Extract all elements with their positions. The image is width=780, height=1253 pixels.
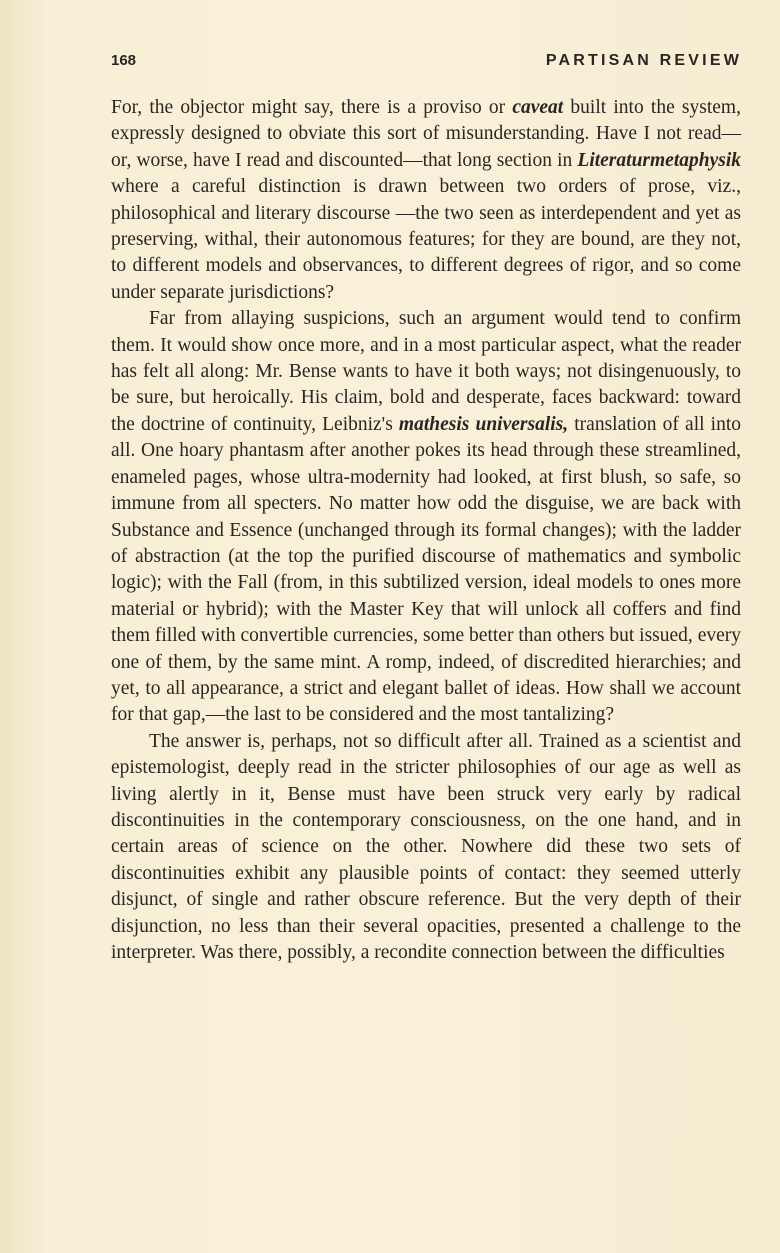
emphasis-literaturmetaphysik: Literaturmetaphysik — [577, 149, 741, 171]
page-number: 168 — [111, 52, 137, 69]
paragraph-1 — [111, 95, 741, 306]
text-segment: where a careful distinction is drawn between two orders of prose, viz., philosophical and literary discourse —the two seen as interdependent and yet as preserving, withal, their autonomous features; for they are bound, are they not, to different models and observances, to different degrees of rigor, and so come under separate jurisdictions? — [111, 176, 741, 303]
text-segment: built into the system, expressly designed to obviate this sort of misunderstanding. Have I not read—or, worse, have I read and discounted—that long section in — [111, 97, 741, 171]
paragraph-2 — [111, 306, 741, 729]
emphasis-caveat: caveat — [512, 97, 564, 118]
emphasis-mathesis-universalis: mathesis universalis, — [398, 413, 569, 435]
page-header — [111, 52, 742, 76]
text-segment: The answer is, perhaps, not so difficult after all. Trained as a scientist and epistemologist, deeply read in the stricter philosophies of our age as well as living alertly in it, Bense must have been struck very early by radical discontinuities in the contemporary consciousness, on the one hand, and in certain areas of science on the other. Nowhere did these two sets of discontinuities exhibit any plausible points of contact: they seemed utterly disjunct, of single and rather obscure reference. But the very depth of their disjunction, no less than their several opacities, presented a challenge to the interpreter. Was there, possibly, a recondite connection between the difficulties — [111, 730, 741, 963]
text-segment: Far from allaying suspicions, such an argument would tend to confirm them. It would show once more, and in a most particular aspect, what the reader has felt all along: Mr. Bense wants to have it both ways; not disingenuously, to be sure, but heroically. His claim, bold and desperate, faces backward: toward the doctrine of continuity, Leibniz's — [111, 308, 741, 435]
text-segment: translation of all into all. One hoary phantasm after another pokes its head through these streamlined, enameled pages, whose ultra-modernity had looked, at first blush, so safe, so immune from all specters. No matter how odd the disguise, we are back with Substance and Essence (unchanged through its formal changes); with the ladder of abstraction (at the top the purified discourse of mathematics and symbolic logic); with the Fall (from, in this subtilized version, ideal models to ones more material or hybrid); with the Master Key that will unlock all coffers and find them filled with convertible currencies, some better than others but issued, every one of them, by the same mint. A romp, indeed, of discredited hierarchies; and yet, to all appearance, a strict and elegant ballet of ideas. How shall we account for that gap,—the last to be considered and the most tantalizing? — [111, 413, 741, 726]
paragraph-3 — [111, 729, 741, 967]
body-text — [111, 95, 741, 966]
running-head: PARTISAN REVIEW — [545, 52, 742, 69]
text-segment: For, the objector might say, there is a proviso or — [111, 97, 513, 118]
